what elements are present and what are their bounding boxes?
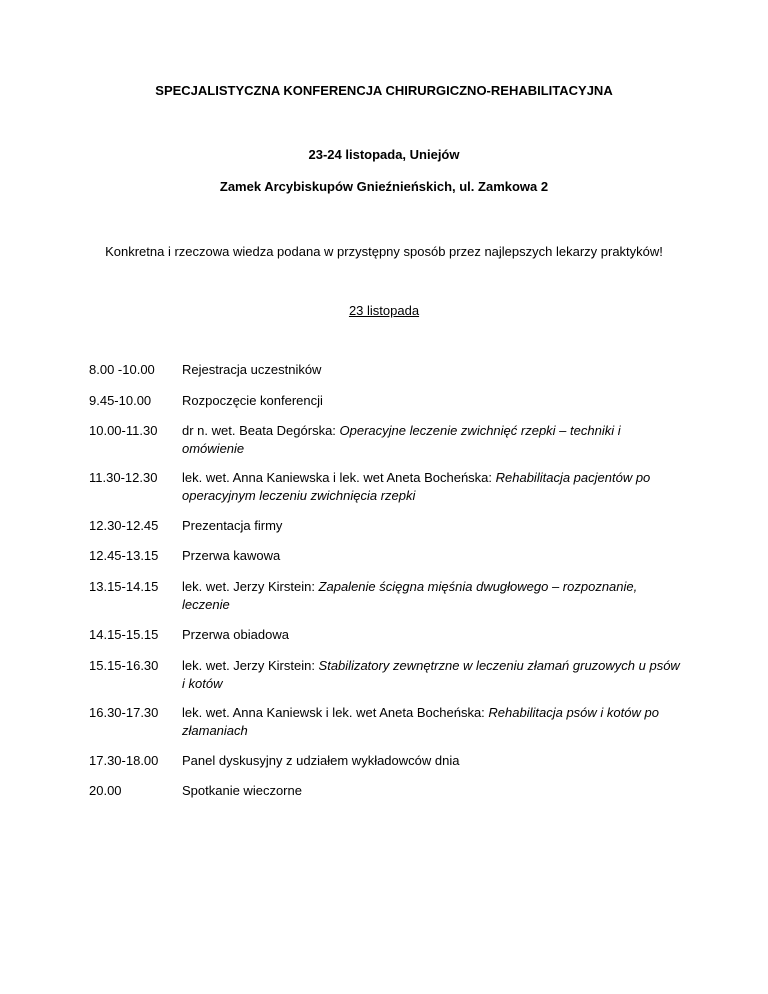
schedule-time: 14.15-15.15	[89, 627, 159, 642]
schedule-event	[182, 392, 682, 410]
conference-tagline: Konkretna i rzeczowa wiedza podana w przystępny sposób przez najlepszych lekarzy praktyków!	[105, 244, 663, 259]
event-text: Spotkanie wieczorne	[182, 783, 302, 798]
schedule-time: 16.30-17.30	[89, 705, 159, 720]
schedule-time: 17.30-18.00	[89, 753, 159, 768]
schedule-time: 13.15-14.15	[89, 579, 159, 594]
schedule-event	[182, 578, 682, 614]
schedule-event	[182, 547, 682, 565]
conference-title: SPECJALISTYCZNA KONFERENCJA CHIRURGICZNO-REHABILITACYJNA	[155, 83, 613, 98]
event-topic: Rehabilitacja psów i kotów po złamaniach	[182, 705, 659, 738]
event-text: Rozpoczęcie konferencji	[182, 393, 323, 408]
schedule-event	[182, 752, 682, 770]
schedule-event	[182, 782, 682, 800]
schedule-event	[182, 517, 682, 535]
event-text: Przerwa kawowa	[182, 548, 281, 563]
event-topic: Rehabilitacja pacjentów po operacyjnym leczeniu zwichnięcia rzepki	[182, 470, 651, 503]
event-text: Rejestracja uczestników	[182, 362, 322, 377]
schedule-event	[182, 361, 682, 379]
event-topic: Zapalenie ścięgna mięśnia dwugłowego – rozpoznanie, leczenie	[182, 579, 638, 612]
event-text: Przerwa obiadowa	[182, 627, 289, 642]
event-text: lek. wet. Anna Kaniewsk i lek. wet Aneta Bocheńska:	[182, 705, 489, 720]
schedule-event	[182, 657, 682, 693]
day-heading: 23 listopada	[348, 303, 420, 318]
event-text: dr n. wet. Beata Degórska:	[182, 423, 340, 438]
schedule-time: 8.00 -10.00	[89, 362, 155, 377]
event-text: lek. wet. Anna Kaniewska i lek. wet Aneta Bocheńska:	[182, 470, 496, 485]
schedule-time: 10.00-11.30	[89, 423, 158, 438]
conference-venue: Zamek Arcybiskupów Gnieźnieńskich, ul. Zamkowa 2	[219, 179, 549, 194]
schedule-event	[182, 626, 682, 644]
schedule-event	[182, 422, 682, 458]
event-text: lek. wet. Jerzy Kirstein:	[182, 658, 319, 673]
conference-dates-location: 23-24 listopada, Uniejów	[308, 147, 460, 162]
event-text: lek. wet. Jerzy Kirstein:	[182, 579, 319, 594]
schedule-time: 15.15-16.30	[89, 658, 159, 673]
schedule-time: 12.30-12.45	[89, 518, 159, 533]
schedule-time: 11.30-12.30	[89, 470, 158, 485]
event-topic: Stabilizatory zewnętrzne w leczeniu złamań gruzowych u psów i kotów	[182, 658, 680, 691]
event-text: Panel dyskusyjny z udziałem wykładowców dnia	[182, 753, 460, 768]
schedule-event	[182, 469, 682, 505]
event-text: Prezentacja firmy	[182, 518, 283, 533]
schedule-time: 12.45-13.15	[89, 548, 159, 563]
schedule-time: 9.45-10.00	[89, 393, 152, 408]
schedule-event	[182, 704, 682, 740]
schedule-time: 20.00	[89, 783, 122, 798]
event-topic: Operacyjne leczenie zwichnięć rzepki – techniki i omówienie	[182, 423, 621, 456]
